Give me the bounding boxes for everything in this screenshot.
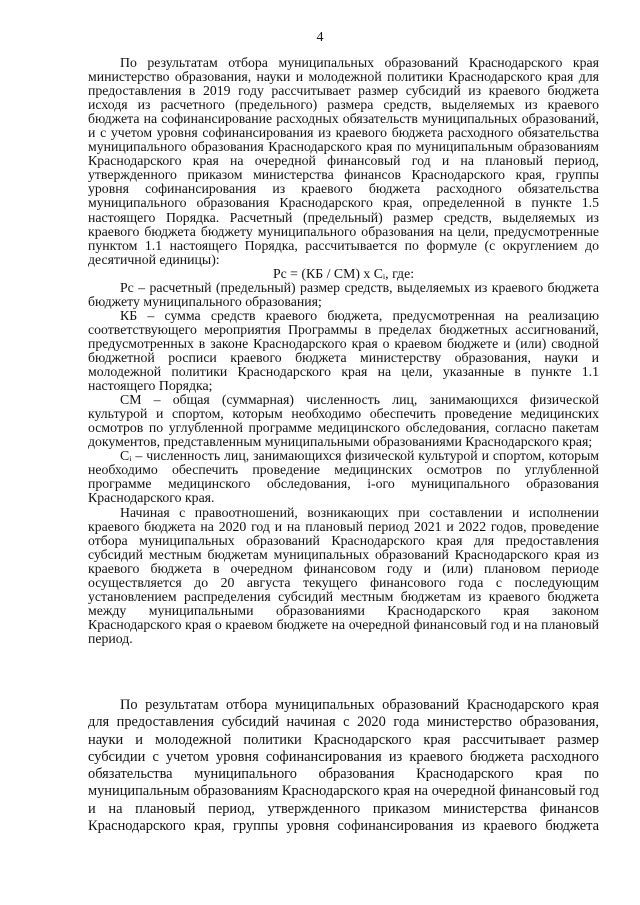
page-number: 4 [316, 30, 324, 45]
definition-ci: Cᵢ – численность лиц, занимающихся физической культурой и спортом, которым необходимо обеспечить проведение медицинских осмотров по углубленной программе медицинского обследования, i-ого муниципального образования Краснодарского края. [88, 448, 599, 506]
paragraph-subsidy-calculation: По результатам отбора муниципальных образований Краснодарского края для предоставления субсидий начиная с 2020 года министерство образования, науки и молодежной политики Краснодарского края рассчитывает размер субсидии с учетом уровня софинансирования из краевого бюджета расходного обязательства муниципального образования Краснодарского края по муниципальным образованиям Краснодарского края на очередной финансовый год и на плановый период, утвержденного приказом министерства финансов Краснодарского края, группы уровня софинансирования из краевого бюджета [88, 697, 599, 835]
formula-line: Pc = (КБ / СМ) x Cᵢ, где: [272, 265, 415, 281]
main-text-block [88, 56, 599, 646]
definition-sm: СМ – общая (суммарная) численность лиц, занимающихся физической культурой и спортом, которым необходимо обеспечить проведение медицинских осмотров по углубленной программе медицинского обследования, согласно пакетам документов, представленным муниципальными образованиями Краснодарского края; [88, 392, 599, 450]
definition-pc: Pc – расчетный (предельный) размер средств, выделяемых из краевого бюджета бюджету муниципального образования; [88, 279, 599, 309]
paragraph-selection-results: По результатам отбора муниципальных образований Краснодарского края министерство образования, науки и молодежной политики Краснодарского края для предоставления в 2019 году рассчитывает размер субсидий из краевого бюджета исходя из расчетного (предельного) размера средств, выделяемых из краевого бюджета на софинансирование расходных обязательств муниципальных образований, и с учетом уровня софинансирования из краевого бюджета расходного обязательства муниципального образования Краснодарского края по муниципальным образованиям Краснодарского края на очередной финансовый год и на плановый период, утвержденного приказом министерства финансов Краснодарского края, группы уровня софинансирования из краевого бюджета расходного обязательства муниципального образования Краснодарского края, определенной в пункте 1.5 настоящего Порядка. Расчетный (предельный) размер средств, выделяемых из краевого бюджета бюджету муниципального образования на цели, предусмотренные пунктом 1.1 настоящего Порядка, рассчитывается по формуле (с округлением до десятичной единицы): [88, 55, 599, 267]
paragraph-2020-budget: Начиная с правоотношений, возникающих при составлении и исполнении краевого бюджета на 2020 год и на плановый период 2021 и 2022 годов, проведение отбора муниципальных образований Краснодарского края для предоставления субсидий местным бюджетам муниципальных образований Краснодарского края из краевого бюджета в очередном финансовом году и (или) плановом периоде осуществляется до 20 августа текущего финансового года с последующим установлением распределения субсидий местным бюджетам из краевого бюджета между муниципальными образованиями Краснодарского края законом Краснодарского края о краевом бюджете на очередной финансовый год и на плановый период. [88, 504, 599, 646]
continuation-text-block [88, 697, 599, 835]
definition-kb: КБ – сумма средств краевого бюджета, предусмотренная на реализацию соответствующего мероприятия Программы в пределах бюджетных ассигнований, предусмотренных в законе Краснодарского края о краевом бюджете и (или) сводной бюджетной росписи краевого бюджета министерству образования, науки и молодежной политики Краснодарского края на цели, указанные в пункте 1.1 настоящего Порядка; [88, 307, 599, 394]
